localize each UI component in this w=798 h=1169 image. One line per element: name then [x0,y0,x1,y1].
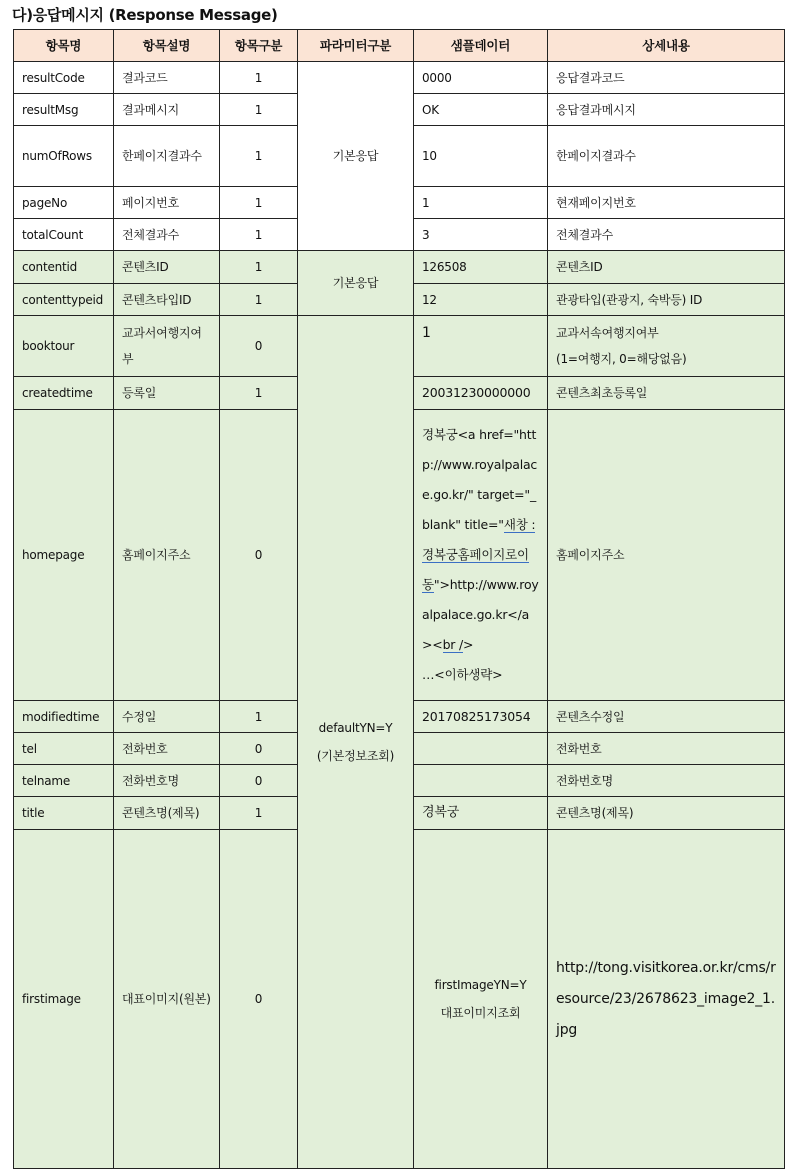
row-kind: 1 [220,251,298,284]
row-sample: 0000 [414,62,548,94]
row-sample: 경복궁 [414,797,548,830]
row-name: contenttypeid [14,284,114,316]
row-detail [548,316,785,377]
param-default-line2: (기본정보조회) [316,749,395,763]
header-item-name: 항목명 [14,30,114,62]
row-kind: 1 [220,187,298,219]
row-detail: 콘텐츠최초등록일 [548,377,785,410]
row-name: modifiedtime [14,701,114,733]
row-kind: 1 [220,701,298,733]
row-desc: 전화번호명 [114,765,220,797]
row-detail: 콘텐츠명(제목) [548,797,785,830]
row-desc: 결과메시지 [114,94,220,126]
row-desc: 교과서여행지여부 [114,316,220,377]
sample-part: 경복궁<a href="http://www.royalpalace.go.kr/" target="_blank" title=" [422,427,538,532]
row-detail: 전체결과수 [548,219,785,251]
header-sample-data: 샘플데이터 [414,30,548,62]
row-name: createdtime [14,377,114,410]
param-group-first-image [414,830,548,1169]
row-kind: 1 [220,377,298,410]
row-desc: 콘텐츠타입ID [114,284,220,316]
row-desc: 콘텐츠명(제목) [114,797,220,830]
row-name: tel [14,733,114,765]
row-detail: 전화번호 [548,733,785,765]
row-sample: 20031230000000 [414,377,548,410]
sample-link-title: 새창 :경복궁홈페이지로이동 [422,517,536,592]
table-row [14,62,785,94]
row-detail-line2: (1=여행지, 0=해당없음) [556,352,687,366]
row-kind: 0 [220,733,298,765]
sample-br-tag: br / [442,637,464,652]
row-name: resultCode [14,62,114,94]
sample-part: ">http://www.royalpalace.go.kr</a>< [422,577,539,652]
row-kind: 0 [220,410,298,701]
param-group-basic-2: 기본응답 [298,251,414,316]
row-name: telname [14,765,114,797]
row-name: booktour [14,316,114,377]
row-sample: 12 [414,284,548,316]
row-name: pageNo [14,187,114,219]
sample-ellipsis: …<이하생략> [422,667,503,682]
table-row [14,316,785,377]
row-kind: 1 [220,219,298,251]
row-kind: 1 [220,62,298,94]
sample-part: > [463,637,474,652]
row-detail: 콘텐츠수정일 [548,701,785,733]
row-desc: 결과코드 [114,62,220,94]
row-sample: 1 [414,316,548,377]
row-sample [414,765,548,797]
table-row [14,251,785,284]
response-message-table [13,29,785,1169]
row-name: title [14,797,114,830]
row-detail: 콘텐츠ID [548,251,785,284]
row-name: firstimage [14,830,114,1169]
header-item-desc: 항목설명 [114,30,220,62]
row-kind: 0 [220,765,298,797]
param-first-image-line1: firstImageYN=Y [434,978,527,992]
row-name: totalCount [14,219,114,251]
row-desc: 페이지번호 [114,187,220,219]
row-sample: 3 [414,219,548,251]
row-kind: 0 [220,830,298,1169]
section-heading: 다)응답메시지 (Response Message) [12,6,278,24]
row-kind: 1 [220,797,298,830]
header-detail: 상세내용 [548,30,785,62]
row-sample: 10 [414,126,548,187]
row-detail: 전화번호명 [548,765,785,797]
row-kind: 1 [220,94,298,126]
row-sample-homepage [414,410,548,701]
row-desc: 대표이미지(원본) [114,830,220,1169]
row-kind: 0 [220,316,298,377]
row-desc: 홈페이지주소 [114,410,220,701]
row-desc: 수정일 [114,701,220,733]
row-sample: 20170825173054 [414,701,548,733]
row-kind: 1 [220,126,298,187]
param-first-image-line2: 대표이미지조회 [440,1006,521,1020]
row-name: contentid [14,251,114,284]
row-desc: 전체결과수 [114,219,220,251]
row-name: resultMsg [14,94,114,126]
header-row [14,30,785,62]
row-desc: 콘텐츠ID [114,251,220,284]
param-group-basic-1: 기본응답 [298,62,414,251]
header-param-kind: 파라미터구분 [298,30,414,62]
row-sample: 1 [414,187,548,219]
row-sample: 126508 [414,251,548,284]
row-detail: 관광타입(관광지, 숙박등) ID [548,284,785,316]
row-detail-line1: 교과서속여행지여부 [556,326,659,340]
header-item-kind: 항목구분 [220,30,298,62]
row-detail: 한페이지결과수 [548,126,785,187]
row-sample: OK [414,94,548,126]
row-sample [414,733,548,765]
row-sample: http://tong.visitkorea.or.kr/cms/resource/23/2678623_image2_1.jpg [548,830,785,1169]
row-desc: 전화번호 [114,733,220,765]
row-desc: 등록일 [114,377,220,410]
row-kind: 1 [220,284,298,316]
row-name: homepage [14,410,114,701]
param-group-default [298,316,414,1169]
row-detail: 홈페이지주소 [548,410,785,701]
row-detail: 응답결과메시지 [548,94,785,126]
row-desc: 한페이지결과수 [114,126,220,187]
row-detail: 응답결과코드 [548,62,785,94]
row-name: numOfRows [14,126,114,187]
param-default-line1: defaultYN=Y [318,721,393,735]
row-detail: 현재페이지번호 [548,187,785,219]
